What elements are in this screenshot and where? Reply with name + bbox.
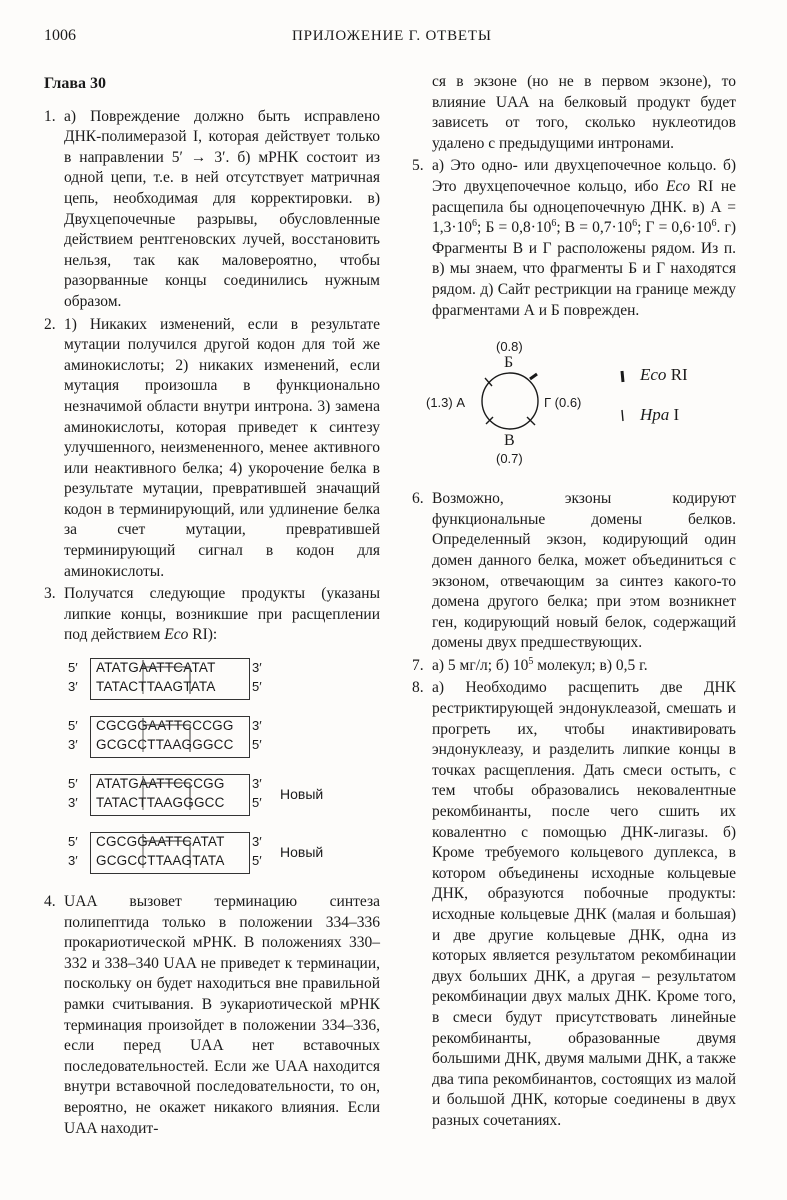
restriction-map-diagram xyxy=(412,331,736,481)
answer-8 xyxy=(412,678,736,1131)
answer-number: 5. xyxy=(412,157,424,175)
top-strand: CGCGGAATTCATAT xyxy=(96,834,225,850)
new-product-label: Новый xyxy=(280,786,324,803)
answer-7 xyxy=(412,656,736,677)
five-prime-end: 5′ xyxy=(68,718,78,734)
top-strand: ATATGAATTCATAT xyxy=(96,660,216,676)
answer-number: 3. xyxy=(44,585,56,603)
answer-text: UAA вызовет терминацию синтеза полипептида только в положении 334–336 прокариотической мРНК. В положениях 330–332 и 338–340 UAA не приведет к терминации, поскольку он будет находиться вне правильной рамки считывания. В эукариотической мРНК терминация произойдет в положении 334–336, если перед UAA нет вставочных последовательностей. Если же UAA находится внутри вставочной последовательности, то он, вероятно, не окажет никакого влияния. Если UAA находит- xyxy=(64,893,380,1137)
hpa-site xyxy=(485,378,492,386)
answer-number: 2. xyxy=(44,315,56,333)
exponent: 6 xyxy=(472,218,478,229)
eco-site xyxy=(530,374,537,379)
answer-6 xyxy=(412,489,736,654)
answer-text: молекул; в) 0,5 г. xyxy=(533,656,648,674)
exponent: 6 xyxy=(632,218,638,229)
dna-fragment xyxy=(66,830,380,880)
answer-number: 1. xyxy=(44,107,56,125)
running-title: ПРИЛОЖЕНИЕ Г. ОТВЕТЫ xyxy=(292,28,492,44)
three-prime-end: 3′ xyxy=(252,718,262,734)
five-prime-end: 5′ xyxy=(68,660,78,676)
answer-text: Возможно, экзоны кодируют функциональные домены белков. Определенный экзон, кодирующий один домен данного белка, может объединиться с экзоном, отвечающим за синтез какого-то домена другого белка; при этом возникнет ген, кодирующий новый белок, содержащий домены двух предшествующих. xyxy=(432,490,736,652)
five-prime-end: 5′ xyxy=(252,795,262,811)
cut-line xyxy=(143,718,190,752)
legend-hpa-mark xyxy=(622,410,623,421)
fragment-b-label: Б xyxy=(504,354,514,372)
three-prime-end: 3′ xyxy=(252,776,262,792)
answer-text: RI не расщепила бы одноцепочечную ДНК. в) А = 1,3·10 xyxy=(432,177,736,237)
cut-line xyxy=(143,834,190,868)
fragment-b-size: (0.8) xyxy=(496,339,523,355)
bottom-strand: GCGCCTTAAGGGCC xyxy=(96,737,234,753)
circular-dna xyxy=(482,373,538,429)
page-header xyxy=(44,26,747,52)
chapter-title: Глава 30 xyxy=(44,75,106,92)
enzyme-name: Eco xyxy=(666,177,691,195)
dna-fragment xyxy=(66,772,380,822)
answer-text: а) Необходимо расщепить две ДНК рестриктирующей эндонуклеазой, смешать и прогреть их, чтобы инактивировать эндонуклеазу, и разделить липкие концы в точках расщепления. Дать смеси остыть, с тем чтобы образовались нековалентные рекомбинанты, после чего сшить их ковалентно с помощью ДНК-лигазы. б) Кроме требуемого кольцевого дуплекса, в котором объединены исходные кольцевые ДНК, образуются побочные продукты: исходные кольцевые ДНК (малая и большая) и две другие кольцевые ДНК, одна из которых является результатом рекомбинации двух больших ДНК, а другая – результатом рекомбинации двух малых ДНК. Кроме того, в смеси будут присутствовать линейные рекомбинанты, образованные двумя большими ДНК, двумя малыми ДНК, а также два типа рекомбинантов, состоящих из малой и большой ДНК, которые соединены в двух разных сочетаниях. xyxy=(432,679,736,1129)
legend-eco-mark xyxy=(622,371,623,382)
answer-text: а) Это одно- или двухцепочечное кольцо. б) Это двухцепочечное кольцо, ибо xyxy=(432,157,736,195)
answer-text: а) Повреждение должно быть исправлено ДНК-полимеразой I, которая действует только в направлении 5′ → 3′. б) мРНК состоит из одной цепи, т.е. в ней отсутствует матричная цепь, необходимая для корректировки. в) Двухцепочечные разрывы, обусловленные действием рентгеновских лучей, восстановить нельзя, так как маловероятно, чтобы разорванные концы соединились нужным образом. xyxy=(64,107,380,310)
answer-1 xyxy=(44,107,380,313)
top-strand: ATATGAATTCCCGG xyxy=(96,776,225,792)
answer-5 xyxy=(412,156,736,321)
sticky-end-marks xyxy=(66,656,266,702)
three-prime-end: 3′ xyxy=(68,679,78,695)
three-prime-end: 3′ xyxy=(68,795,78,811)
five-prime-end: 5′ xyxy=(252,737,262,753)
answer-4-continuation: ся в экзоне (но не в первом экзоне), то влияние UAA на белковый продукт будет зависеть от того, сколько нуклеотидов удалено с предыдущими интронами. xyxy=(432,73,736,152)
legend-hpa-label: Hpa I xyxy=(640,405,680,425)
bottom-strand: TATACTTAAGTATA xyxy=(96,679,216,695)
bottom-strand: GCGCCTTAAGTATA xyxy=(96,853,225,869)
five-prime-end: 5′ xyxy=(252,679,262,695)
three-prime-end: 3′ xyxy=(68,853,78,869)
left-column xyxy=(44,72,380,1139)
exponent: 5 xyxy=(528,655,534,667)
answer-text: ; Г = 0,6·10 xyxy=(637,219,712,237)
answer-text: RI): xyxy=(188,626,218,644)
five-prime-end: 5′ xyxy=(68,776,78,792)
dna-products xyxy=(44,656,380,880)
top-strand: CGCGGAATTCCCGG xyxy=(96,718,234,734)
answer-3 xyxy=(44,584,380,646)
fragment-v-size: (0.7) xyxy=(496,451,523,467)
exponent: 6 xyxy=(551,218,557,229)
sticky-end-marks xyxy=(66,772,266,818)
fragment-a-label: (1.3) А xyxy=(426,395,466,411)
three-prime-end: 3′ xyxy=(252,660,262,676)
page-number: 1006 xyxy=(44,27,76,44)
hpa-site xyxy=(527,417,535,425)
answer-text: Получатся следующие продукты (указаны липкие концы, возникшие при расщеплении под действием xyxy=(64,585,380,644)
three-prime-end: 3′ xyxy=(68,737,78,753)
answer-text: ; В = 0,7·10 xyxy=(556,219,633,237)
answer-4 xyxy=(44,892,380,1139)
legend-eco-label: Eco RI xyxy=(640,365,688,385)
fragment-g-label: Г (0.6) xyxy=(544,395,582,411)
answer-number: 4. xyxy=(44,893,56,911)
enzyme-name: Eco xyxy=(164,626,189,644)
sticky-end-marks xyxy=(66,830,266,876)
five-prime-end: 5′ xyxy=(68,834,78,850)
answer-text: 1) Никаких изменений, если в результате мутации получился другой кодон для той же аминокислоты; 2) никаких изменений, если мутация произошла в функционально незначимой области внутри интрона. 3) замена аминокислоты, которая приведет к синтезу улучшенного, неизмененного, менее активного или неактивного белка; 4) укорочение белка в результате мутации, превратившей значащий кодон в терминирующий, или удлинение белка за счет мутации, превратившей терминирующий сигнал в кодон для аминокислоты. xyxy=(64,315,380,580)
answer-number: 6. xyxy=(412,490,424,508)
answer-text: а) 5 мг/л; б) 10 xyxy=(432,656,529,674)
three-prime-end: 3′ xyxy=(252,834,262,850)
answer-text: ; Б = 0,8·10 xyxy=(477,219,552,237)
answer-number: 8. xyxy=(412,679,424,697)
cut-line xyxy=(143,776,190,810)
dna-fragment xyxy=(66,656,380,706)
answer-text: . г) Фрагменты В и Г расположены рядом. Из п. в) мы знаем, что фрагменты Б и Г находятся рядом. д) Сайт рестрикции на границе между фрагментами А и Б поврежден. xyxy=(432,219,736,319)
sticky-end-marks xyxy=(66,714,266,760)
circular-dna-svg xyxy=(412,331,736,481)
five-prime-end: 5′ xyxy=(252,853,262,869)
bottom-strand: TATACTTAAGGGCC xyxy=(96,795,225,811)
right-column xyxy=(412,72,736,1132)
answer-2 xyxy=(44,315,380,583)
fragment-v-label: В xyxy=(504,432,515,450)
new-product-label: Новый xyxy=(280,844,324,861)
exponent: 6 xyxy=(711,218,717,229)
cut-line xyxy=(143,660,190,694)
answer-number: 7. xyxy=(412,656,424,674)
dna-fragment xyxy=(66,714,380,764)
